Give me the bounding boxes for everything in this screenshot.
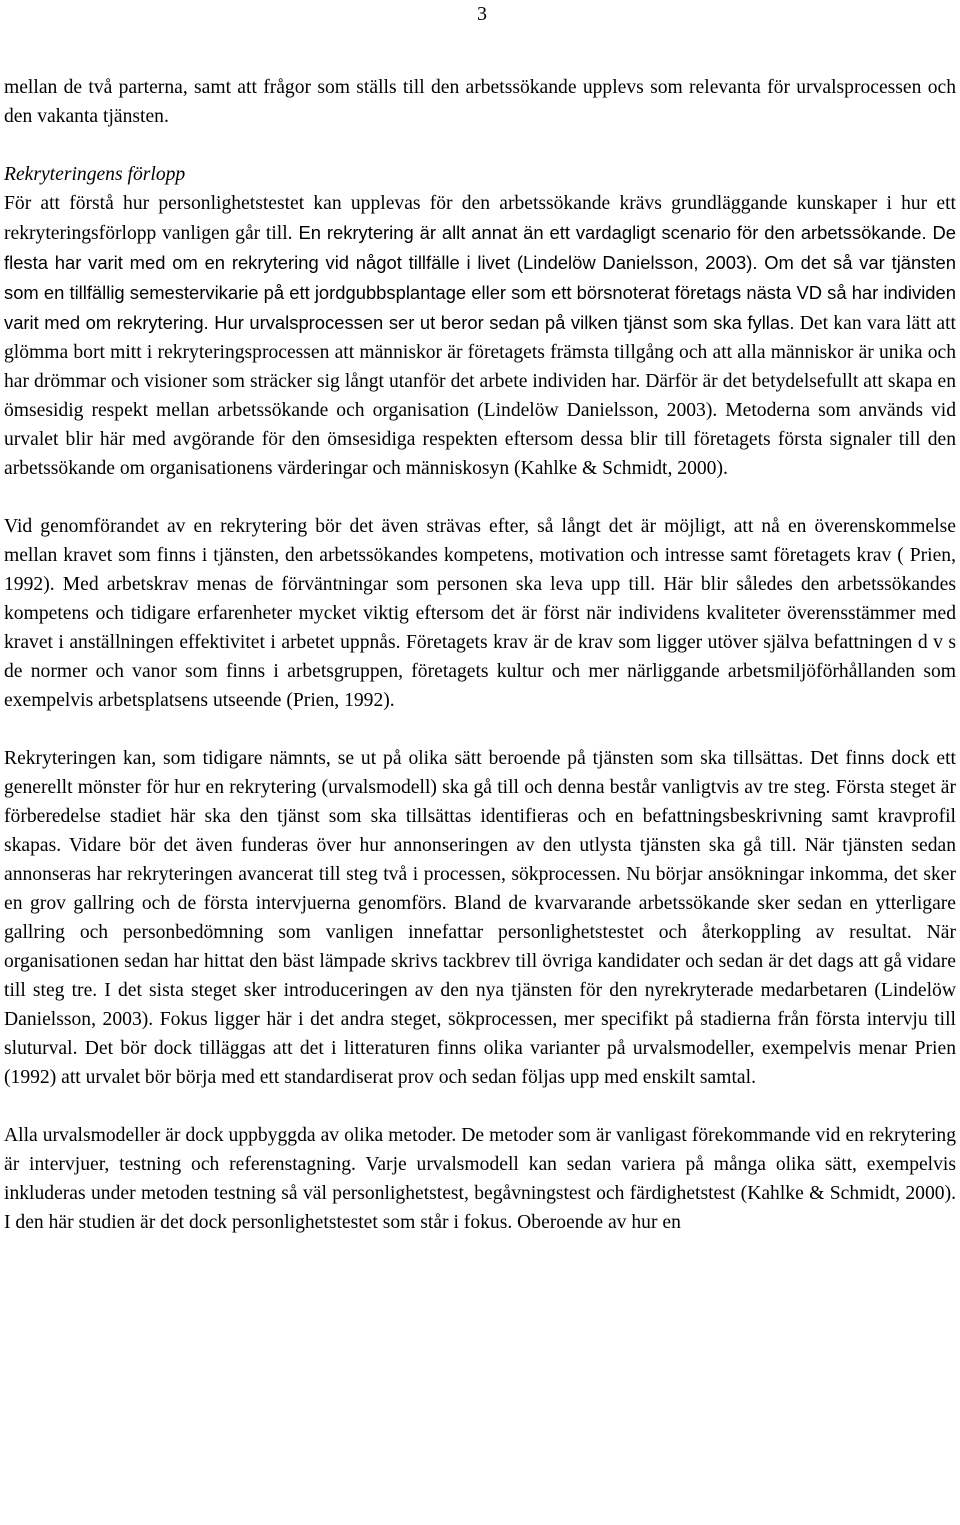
paragraph-recruitment-process [4,189,956,483]
document-body [4,73,956,1237]
section-heading: Rekryteringens förlopp [4,164,186,185]
paragraph-selection-model: Rekryteringen kan, som tidigare nämnts, se ut på olika sätt beroende på tjänsten som ska tillsättas. Det finns dock ett generellt mönster för hur en rekrytering (urvalsmodell) ska gå till och denna består vanligtvis av tre steg. Första steget är förberedelse stadiet här ska den tjänst som ska tillsättas identifieras och en befattningsbeskrivning samt kravprofil skapas. Vidare bör det även funderas över hur annonseringen av den utlysta tjänsten ska gå till. När tjänsten sedan annonseras har rekryteringen avancerat till steg två i processen, sökprocessen. Nu börjar ansökningar inkomma, det sker en grov gallring och de första intervjuerna genomförs. Bland de kvarvarande arbetssökande sker sedan en ytterligare gallring och personbedömning som vanligen innefattar personlighetstestet och återkoppling av resultat. När organisationen sedan har hittat den bäst lämpade skrivs tackbrev till övriga kandidater och sedan är det dags att gå vidare till steg tre. I det sista steget sker introduceringen av den nya tjänsten för den nyrekryterade medarbetaren (Lindelöw Danielsson, 2003). Fokus ligger här i det andra steget, sökprocessen, mer specifikt på stadierna från första intervju till sluturval. Det bör dock tilläggas att det i litteraturen finns olika varianter på urvalsmodeller, exempelvis menar Prien (1992) att urvalet bör börja med ett standardiserat prov och sedan följas upp med enskilt samtal. [4,748,956,1088]
page-number: 3 [477,3,487,25]
paragraph-text: För att förstå hur personlighetstestet kan upplevas för den arbetssökande krävs grundläggande kunskaper i hur ett rekryteringsförlopp vanligen går till. [4,193,956,244]
paragraph-text: Om det så var tjänsten som en tillfällig semestervikarie på ett jordgubbsplantage eller som ett börsnoterat företags nästa VD så har individen varit med om rekrytering. Hur urvalsprocessen ser ut beror sedan på vilken tjänst som ska fyllas. [4,252,957,333]
paragraph-intro: mellan de två parterna, samt att frågor som ställs till den arbetssökande upplevs som relevanta för urvalsprocessen och den vakanta tjänsten. [4,77,956,127]
paragraph-text: En rekrytering är allt annat än ett vardagligt scenario för den arbetssökande. De flesta har varit med om en rekrytering vid något tillfälle i livet (Lindelöw Danielsson, 2003). [4,222,956,273]
paragraph-text: Det kan vara lätt att glömma bort mitt i rekryteringsprocessen att människor är företagets främsta tillgång och att alla människor är unika och har drömmar och visioner som sträcker sig långt utanför det arbete individen har. Därför är det betydelsefullt att skapa en ömsesidig respekt mellan arbetssökande och organisation (Lindelöw Danielsson, 2003). Metoderna som används vid urvalet blir här med avgörande för den ömsesidiga respekten eftersom dessa blir till företagets första signaler till den arbetssökande om organisationens värderingar och människosyn (Kahlke & Schmidt, 2000). [4,313,956,479]
paragraph-requirements: Vid genomförandet av en rekrytering bör det även strävas efter, så långt det är möjligt, att nå en överenskommelse mellan kravet som finns i tjänsten, den arbetssökandes kompetens, motivation och intresse samt företagets krav ( Prien, 1992). Med arbetskrav menas de förväntningar som personen ska leva upp till. Här blir således den arbetssökandes kompetens och tidigare erfarenheter mycket viktig eftersom det är först när individens kvaliteter överensstämmer med kravet i anställningen effektivitet i arbetet uppnås. Företagets krav är de krav som ligger utöver själva befattningen d v s de normer och vanor som finns i arbetsgruppen, företagets kultur och mer närliggande arbetsmiljöförhållanden som exempelvis arbetsplatsens utseende (Prien, 1992). [4,516,956,711]
paragraph-methods: Alla urvalsmodeller är dock uppbyggda av olika metoder. De metoder som är vanligast förekommande vid en rekrytering är intervjuer, testning och referenstagning. Varje urvalsmodell kan sedan variera på många olika sätt, exempelvis inkluderas under metoden testning så väl personlighetstest, begåvningstest och färdighetstest (Kahlke & Schmidt, 2000). I den här studien är det dock personlighetstestet som står i fokus. Oberoende av hur en [4,1125,956,1233]
